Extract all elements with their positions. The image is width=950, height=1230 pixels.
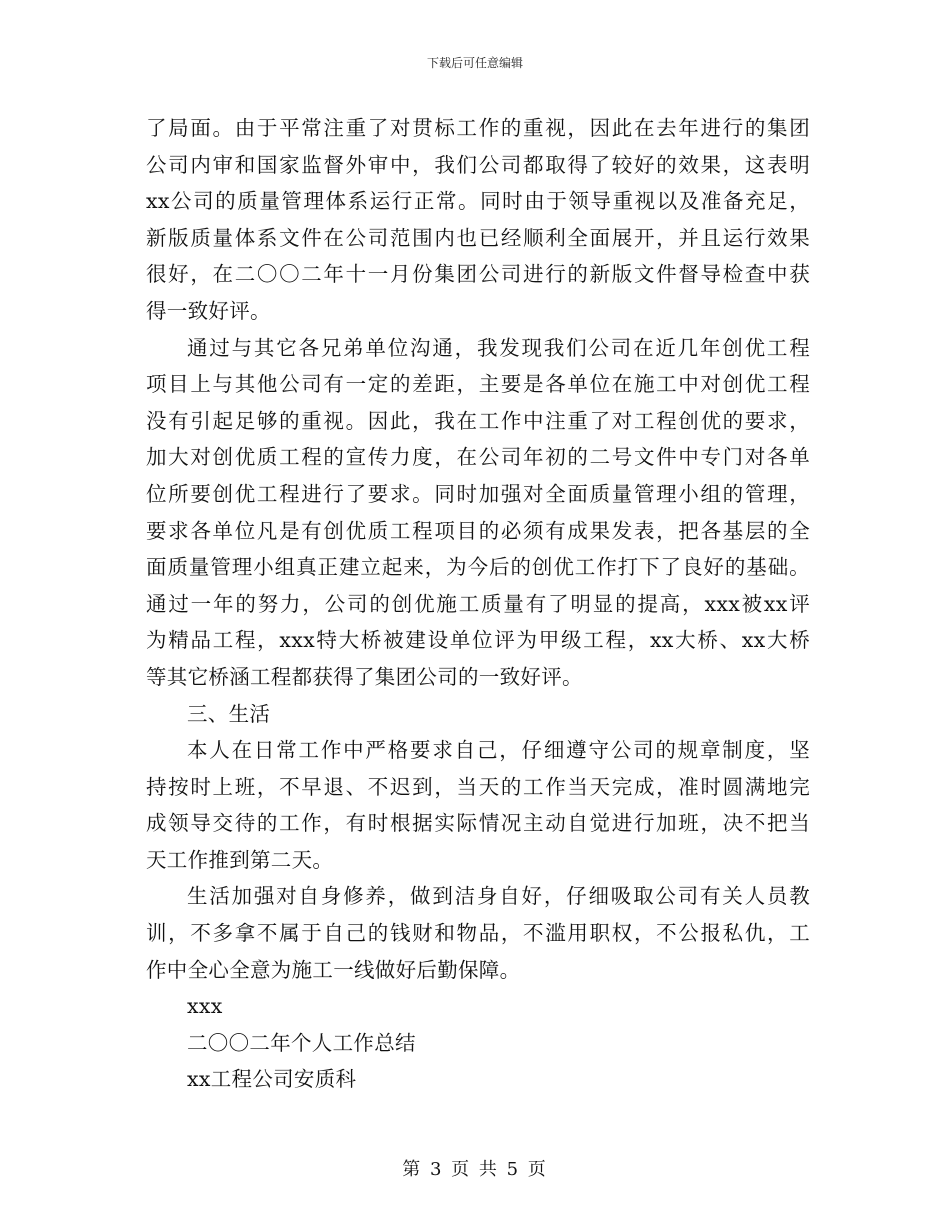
- text-line: 要求各单位凡是有创优质工程项目的必须有成果发表，把各基层的全: [146, 518, 810, 543]
- text-line: 面质量管理小组真正建立起来，为今后的创优工作打下了良好的基础。: [146, 555, 810, 580]
- document-body: [146, 110, 810, 1098]
- text-line: xxx: [187, 994, 223, 1019]
- department-name: [146, 1061, 810, 1098]
- page-header: 下载后可任意编辑: [426, 56, 523, 70]
- text-line: xx公司的质量管理体系运行正常。同时由于领导重视以及准备充足，: [146, 189, 810, 214]
- text-line: 训，不多拿不属于自己的钱财和物品，不滥用职权，不公报私仇，工: [146, 921, 810, 946]
- text-line: 作中全心全意为施工一线做好后勤保障。: [146, 957, 521, 982]
- text-line: 为精品工程，xxx特大桥被建设单位评为甲级工程，xx大桥、xx大桥: [146, 628, 810, 653]
- signature-name: [146, 988, 810, 1025]
- text-line: 位所要创优工程进行了要求。同时加强对全面质量管理小组的管理，: [146, 481, 810, 506]
- text-line: 通过与其它各兄弟单位沟通，我发现我们公司在近几年创优工程: [187, 335, 810, 360]
- text-line: 天工作推到第二天。: [146, 847, 334, 872]
- text-line: 二〇〇二年个人工作总结: [187, 1030, 416, 1055]
- paragraph: [146, 330, 810, 696]
- text-line: 通过一年的努力，公司的创优施工质量有了明显的提高，xxx被xx评: [146, 591, 810, 616]
- paragraph: [146, 878, 810, 988]
- paragraph: [146, 732, 810, 878]
- text-line: 加大对创优质工程的宣传力度，在公司年初的二号文件中专门对各单: [146, 445, 810, 470]
- text-line: 很好，在二〇〇二年十一月份集团公司进行的新版文件督导检查中获: [146, 262, 810, 287]
- text-line: 公司内审和国家监督外审中，我们公司都取得了较好的效果，这表明: [146, 152, 810, 177]
- page-number: 第 3 页 共 5 页: [402, 1159, 548, 1180]
- text-line: 了局面。由于平常注重了对贯标工作的重视，因此在去年进行的集团: [146, 116, 810, 140]
- text-line: 得一致好评。: [146, 298, 271, 323]
- paragraph: [146, 110, 810, 330]
- text-line: 成领导交待的工作，有时根据实际情况主动自觉进行加班，决不把当: [146, 811, 810, 836]
- text-line: 新版质量体系文件在公司范围内也已经顺利全面展开，并且运行效果: [146, 225, 810, 250]
- document-title: [146, 1025, 810, 1062]
- text-line: 没有引起足够的重视。因此，我在工作中注重了对工程创优的要求，: [146, 408, 810, 433]
- text-line: 生活加强对自身修养，做到洁身自好，仔细吸取公司有关人员教: [187, 884, 810, 909]
- text-line: 持按时上班，不早退、不迟到，当天的工作当天完成，准时圆满地完: [146, 774, 810, 799]
- text-line: 本人在日常工作中严格要求自己，仔细遵守公司的规章制度，坚: [187, 738, 810, 763]
- text-line: xx工程公司安质科: [187, 1067, 357, 1092]
- text-line: 项目上与其他公司有一定的差距，主要是各单位在施工中对创优工程: [146, 372, 810, 397]
- text-line: 等其它桥涵工程都获得了集团公司的一致好评。: [146, 664, 583, 689]
- text-line: 三、生活: [187, 701, 271, 726]
- section-heading: [146, 696, 810, 733]
